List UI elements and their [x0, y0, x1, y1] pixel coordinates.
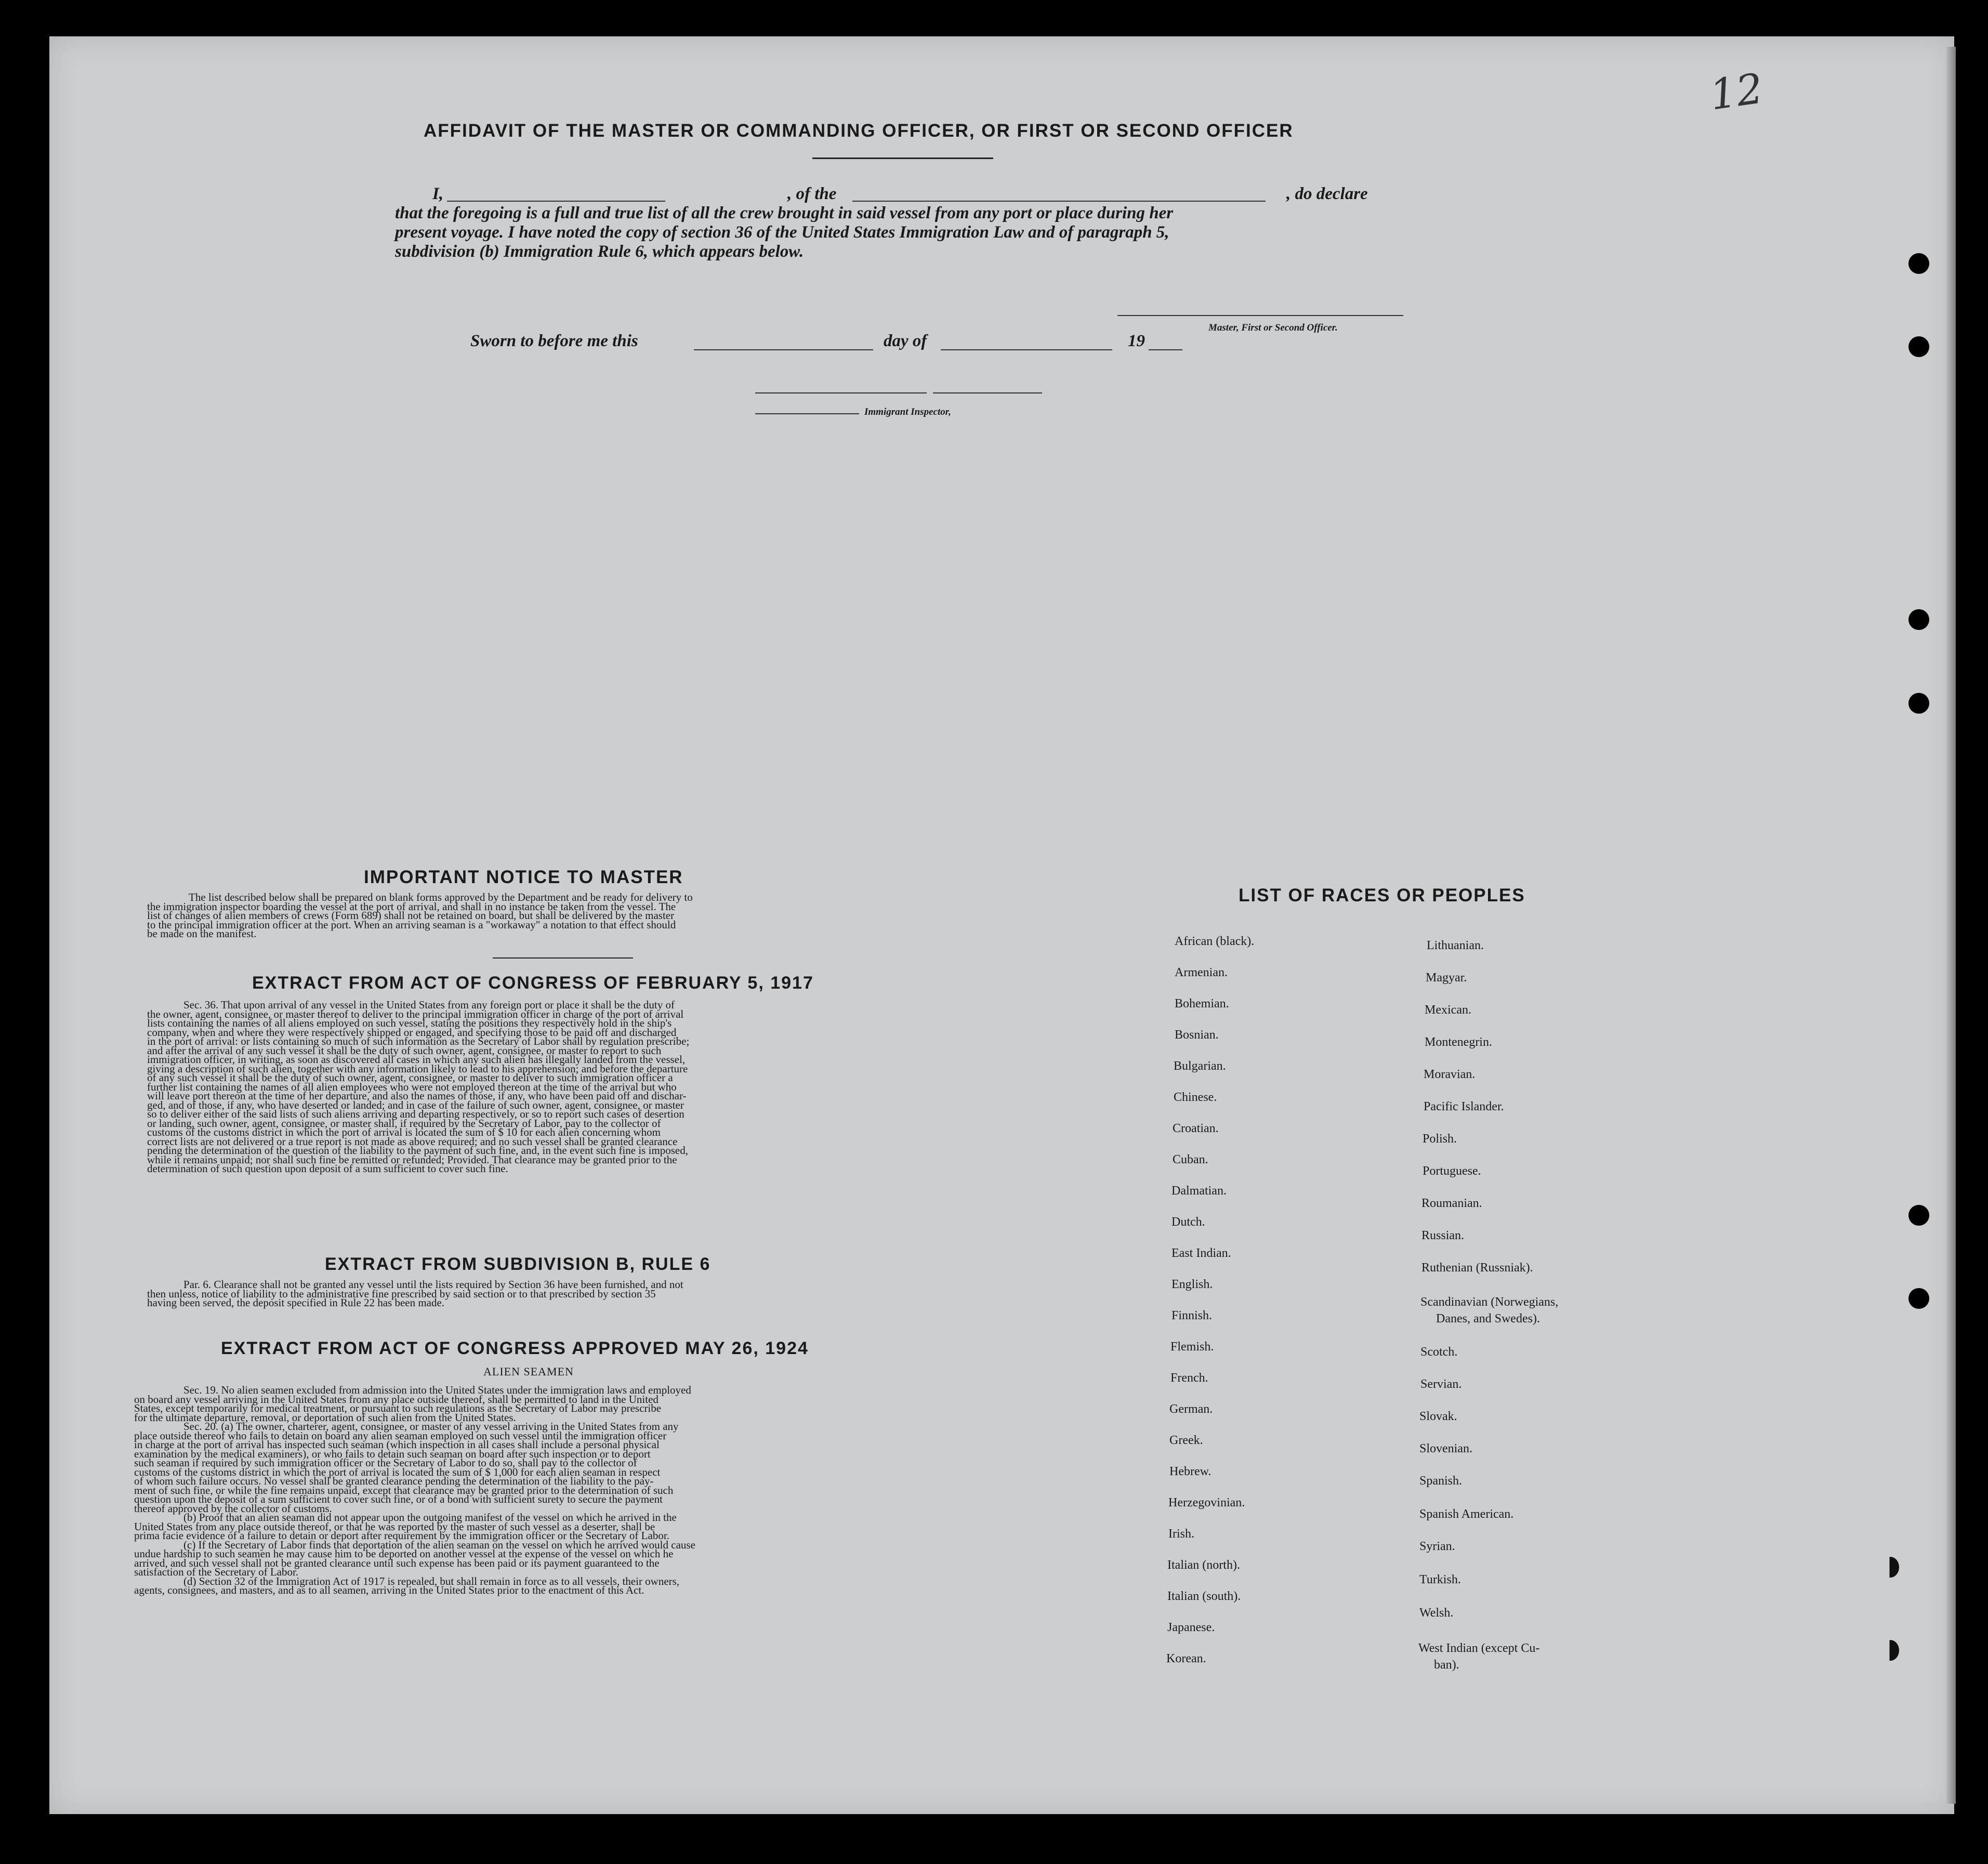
extract-1924-line: prima facie evidence of a failure to detain or deport after requirement by the immigration officer or the Secretary of Labor.: [134, 1529, 669, 1542]
race-item: Cuban.: [1173, 1153, 1208, 1166]
race-item: Greek.: [1169, 1434, 1203, 1447]
affidavit-line-1: that the foregoing is a full and true list of all the crew brought in said vessel from any port or place during her: [395, 204, 1174, 222]
extract-1924-line: Sec. 19. No alien seamen excluded from admission into the United States under the immigration laws and employed: [183, 1384, 691, 1396]
race-item: Japanese.: [1167, 1621, 1215, 1634]
extract-1924-line: question upon the deposit of a sum sufficient to cover such fine, or of a bond with sufficient surety to secure the payment: [134, 1493, 663, 1505]
race-item: Dalmatian.: [1171, 1184, 1227, 1198]
inspector-line[interactable]: [755, 392, 927, 393]
rule-6-line: then unless, notice of liability to the administrative fine prescribed by said section or to that prescribed by section 35: [147, 1287, 656, 1300]
race-item: West Indian (except Cu-: [1418, 1642, 1540, 1655]
race-item: Bosnian.: [1175, 1028, 1219, 1042]
signature-label: Master, First or Second Officer.: [1208, 322, 1338, 333]
race-item: Korean.: [1166, 1652, 1206, 1665]
extract-1924-line: ment of such fine, or while the fine remains unpaid, except that clearance may be granted prior to the determination of such: [134, 1484, 674, 1497]
race-item: Spanish American.: [1419, 1507, 1514, 1521]
race-item: Dutch.: [1171, 1215, 1205, 1229]
extract-1924-subtitle: ALIEN SEAMEN: [483, 1365, 574, 1378]
binder-hole: [1908, 336, 1929, 357]
race-item: Hebrew.: [1169, 1465, 1212, 1478]
race-item: Armenian.: [1175, 966, 1228, 979]
binder-hole: [1908, 609, 1929, 630]
race-item: Slovak.: [1419, 1410, 1457, 1423]
race-item: English.: [1171, 1278, 1213, 1291]
handwritten-page-mark: 12: [1707, 64, 1766, 120]
extract-1924-line: (d) Section 32 of the Immigration Act of 1917 is repealed, but shall remain in force as to all vessels, their owners,: [183, 1574, 680, 1587]
extract-1917-line: company, when and where they were respectively shipped or engaged, and specifying those to be paid off and discharged: [147, 1026, 677, 1039]
extract-1924-line: United States from any place outside thereof, or that he was reported by the master of such vessel as a deserter, shall be: [134, 1520, 655, 1533]
notice-line: the immigration inspector boarding the vessel at the port of arrival, and shall in no instance be taken from the vessel. The: [147, 900, 676, 913]
race-item: Servian.: [1420, 1377, 1462, 1391]
extract-1924-line: arrived, and such vessel shall not be granted clearance until such expense has been paid or its payment guaranteed to the: [134, 1556, 660, 1569]
binder-hole: [1908, 253, 1929, 274]
race-item: Italian (north).: [1167, 1558, 1240, 1572]
name-blank[interactable]: [447, 201, 665, 202]
race-item: Bulgarian.: [1174, 1059, 1226, 1073]
affidavit-line-3: subdivision (b) Immigration Rule 6, which appears below.: [395, 242, 804, 261]
race-item: Ruthenian (Russniak).: [1421, 1261, 1533, 1275]
extract-1924-line: customs of the customs district in which the port of arrival is located the sum of $ 1,000 for each alien seaman in respect: [134, 1465, 661, 1478]
race-item: Chinese.: [1174, 1091, 1217, 1104]
title-underline: [812, 157, 993, 159]
extract-1924-line: agents, consignees, and masters, and as to all seamen, arriving in the United States prior to the enactment of this Act.: [134, 1584, 644, 1596]
extract-1917-line: further list containing the names of all alien employees who were not employed thereon at the time of the arrival but who: [147, 1080, 677, 1093]
race-item: Polish.: [1423, 1132, 1457, 1146]
binder-hole: [1908, 1288, 1929, 1309]
extract-1924-line: undue hardship to such seamen he may cause him to be deported on another vessel at the expense of the vessel on which he: [134, 1547, 674, 1560]
race-item: Syrian.: [1419, 1540, 1455, 1553]
race-item: Portuguese.: [1423, 1164, 1481, 1178]
extract-1924-line: satisfaction of the Secretary of Labor.: [134, 1566, 299, 1578]
inspector-line[interactable]: [933, 392, 1042, 393]
extract-1924-line: (c) If the Secretary of Labor finds that deportation of the alien seaman on the vessel on which he arrived would cause: [183, 1538, 695, 1551]
race-item: Spanish.: [1419, 1474, 1463, 1488]
race-item: Turkish.: [1419, 1573, 1461, 1586]
race-item: Scandinavian (Norwegians,: [1420, 1295, 1559, 1309]
vessel-blank[interactable]: [852, 201, 1266, 202]
day-of-label: day of: [884, 332, 927, 350]
extract-1917-line: immigration officer, in writing, as soon as discovered all cases in which any such alien has illegally landed from the vessel,: [147, 1053, 686, 1066]
affidavit-title: AFFIDAVIT OF THE MASTER OR COMMANDING OFFICER, OR FIRST OR SECOND OFFICER: [424, 121, 1294, 141]
signature-line[interactable]: [1117, 315, 1403, 316]
sworn-year-blank[interactable]: [1149, 349, 1182, 350]
rule-6-body: [147, 1280, 924, 1308]
inspector-line[interactable]: [755, 413, 859, 414]
race-item: Bohemian.: [1175, 997, 1229, 1010]
extract-1924-body: [134, 1386, 919, 1595]
extract-1917-line: lists containing the names of all aliens employed on such vessel, stating the positions they respectively hold in the ship's: [147, 1017, 672, 1029]
extract-1924-line: Sec. 20. (a) The owner, charterer, agent, consignee, or master of any vessel arriving in the United States from any: [183, 1420, 679, 1433]
extract-1917-line: determination of such question upon deposit of a sum sufficient to cover such fine.: [147, 1162, 508, 1175]
extract-1917-line: correct lists are not delivered or a true report is not made as above required; and no such vessel shall be granted clearance: [147, 1135, 678, 1148]
do-declare-label: , do declare: [1286, 185, 1368, 203]
extract-1917-line: ged, and of those, if any, who have deserted or landed; and in case of the failure of such owner, agent, consignee, or master: [147, 1098, 684, 1111]
binder-hole: [1908, 693, 1929, 714]
extract-1924-line: on board any vessel arriving in the United States from any place outside thereof, shall be permitted to land in the United: [134, 1393, 659, 1406]
extract-1917-line: in the port of arrival: or lists containing so much of such information as the Secretary of Labor shall by regulation prescribe;: [147, 1035, 690, 1047]
race-item: Irish.: [1168, 1527, 1194, 1541]
notice-body: [147, 893, 924, 939]
extract-1924-line: place outside thereof who fails to detain on board any alien seaman employed on such vessel until the immigration officer: [134, 1429, 667, 1442]
notice-line: to the principal immigration officer at the port. When an arriving seaman is a "workaway" a notation to that effect should: [147, 918, 676, 931]
affidavit-text: [395, 185, 1406, 261]
affidavit-line-2: present voyage. I have noted the copy of section 36 of the United States Immigration Law and of paragraph 5,: [395, 223, 1169, 242]
extract-1924-line: of whom such failure occurs. No vessel shall be granted clearance pending the determination of the liability to the pay-: [134, 1475, 654, 1487]
extract-1924-line: States, except temporarily for medical treatment, or pursuant to such regulations as the Secretary of Labor may prescribe: [134, 1402, 662, 1414]
extract-1924-line: thereof approved by the collector of customs.: [134, 1502, 332, 1515]
race-item: Magyar.: [1426, 971, 1467, 984]
year-label: 19: [1128, 332, 1145, 350]
extract-1917-line: the owner, agent, consignee, or master thereof to deliver to the principal immigration officer in charge of the port of arrival: [147, 1007, 684, 1020]
race-item: Scotch.: [1420, 1345, 1458, 1359]
rule-6-line: having been served, the deposit specified in Rule 22 has been made.: [147, 1296, 445, 1309]
race-item: Moravian.: [1424, 1068, 1476, 1081]
notice-title: IMPORTANT NOTICE TO MASTER: [364, 867, 683, 887]
race-item: Mexican.: [1425, 1003, 1471, 1017]
extract-1917-line: or landing, such owner, agent, consignee, or master shall, if required by the Secretary of Labor, pay to the collector of: [147, 1117, 661, 1130]
sworn-day-blank[interactable]: [694, 349, 873, 350]
race-item: Croatian.: [1173, 1122, 1219, 1135]
rule-6-line: Par. 6. Clearance shall not be granted any vessel until the lists required by Section 36 have been furnished, and not: [183, 1278, 683, 1291]
race-item: Russian.: [1421, 1229, 1465, 1242]
extract-1917-line: and after the arrival of any such vessel it shall be the duty of such owner, agent, consignee, or master to report to such: [147, 1044, 662, 1057]
race-item: Lithuanian.: [1427, 939, 1484, 952]
binder-hole: [1881, 1640, 1899, 1661]
inspector-label: Immigrant Inspector,: [864, 406, 951, 417]
extract-1917-line: while it remains unpaid; nor shall such fine be remitted or refunded; Provided. That clearance may be granted prior to the: [147, 1153, 677, 1166]
extract-1917-line: so to deliver either of the said lists of such aliens arriving and departing respectively, or so to report such cases of desertion: [147, 1108, 684, 1120]
race-item: Herzegovinian.: [1168, 1496, 1245, 1509]
notice-line: list of changes of alien members of crews (Form 689) shall not be retained on board, but shall be delivered by the master: [147, 909, 675, 922]
race-item: Slovenian.: [1419, 1442, 1472, 1455]
race-item: Flemish.: [1170, 1340, 1214, 1354]
rule-6-title: EXTRACT FROM SUBDIVISION B, RULE 6: [325, 1254, 711, 1274]
race-item: Finnish.: [1171, 1309, 1213, 1322]
i-label: I,: [432, 185, 444, 203]
race-item: Welsh.: [1419, 1606, 1454, 1620]
extract-1924-line: examination by the medical examiners), or who fails to detain such seaman on board after such inspection or to deport: [134, 1447, 651, 1460]
race-item: ban).: [1434, 1658, 1459, 1672]
section-divider: [493, 957, 633, 959]
extract-1924-title: EXTRACT FROM ACT OF CONGRESS APPROVED MAY 26, 1924: [221, 1338, 809, 1358]
extract-1917-line: Sec. 36. That upon arrival of any vessel in the United States from any foreign port or place it shall be the duty of: [183, 999, 675, 1011]
race-item: German.: [1169, 1402, 1213, 1416]
extract-1917-body: [147, 1001, 924, 1174]
race-item: Roumanian.: [1421, 1197, 1482, 1210]
notice-line: The list described below shall be prepared on blank forms approved by the Department and be ready for delivery to: [189, 891, 693, 903]
sworn-month-blank[interactable]: [941, 349, 1112, 350]
extract-1924-line: for the ultimate departure, removal, or deportation of such alien from the United States.: [134, 1411, 516, 1424]
extract-1917-line: customs of the customs district in which the port of arrival is located the sum of $ 10 for each alien concerning whom: [147, 1126, 661, 1138]
binder-hole: [1908, 1205, 1929, 1226]
extract-1917-line: of any such vessel it shall be the duty of such owner, agent, consignee, or master to deliver to such immigration officer a: [147, 1071, 673, 1084]
race-item: Danes, and Swedes).: [1436, 1312, 1540, 1325]
race-item: Pacific Islander.: [1424, 1100, 1504, 1113]
of-the-label: , of the: [787, 185, 837, 203]
races-title: LIST OF RACES OR PEOPLES: [1239, 885, 1525, 905]
page-edge: [1946, 47, 1956, 1804]
race-item: Montenegrin.: [1425, 1035, 1492, 1049]
race-item: Italian (south).: [1167, 1590, 1241, 1603]
extract-1917-line: giving a description of such alien, together with any information likely to lead to his apprehension; and before the departure: [147, 1062, 688, 1075]
binder-hole: [1881, 1557, 1899, 1578]
extract-1917-line: will leave port thereon at the time of her departure, and also the names of those, if any, who have been paid off and dischar-: [147, 1089, 687, 1102]
race-item: East Indian.: [1171, 1246, 1231, 1260]
notice-line: be made on the manifest.: [147, 927, 257, 940]
extract-1917-line: pending the determination of the question of the liability to the payment of such fine, and, in the event such fine is imposed,: [147, 1144, 689, 1157]
race-item: African (black).: [1175, 935, 1255, 948]
extract-1917-title: EXTRACT FROM ACT OF CONGRESS OF FEBRUARY 5, 1917: [252, 973, 814, 993]
extract-1924-line: in charge at the port of arrival has inspected such seaman (which inspection in all cases shall include a personal physical: [134, 1438, 660, 1451]
extract-1924-line: such seaman if required by such immigration officer or the Secretary of Labor to do so, shall pay to the collector of: [134, 1456, 637, 1469]
sworn-label: Sworn to before me this: [470, 332, 638, 350]
extract-1924-line: (b) Proof that an alien seaman did not appear upon the outgoing manifest of the vessel on which he arrived in the: [183, 1511, 677, 1524]
race-item: French.: [1170, 1371, 1208, 1385]
sworn-line: [470, 332, 1198, 352]
